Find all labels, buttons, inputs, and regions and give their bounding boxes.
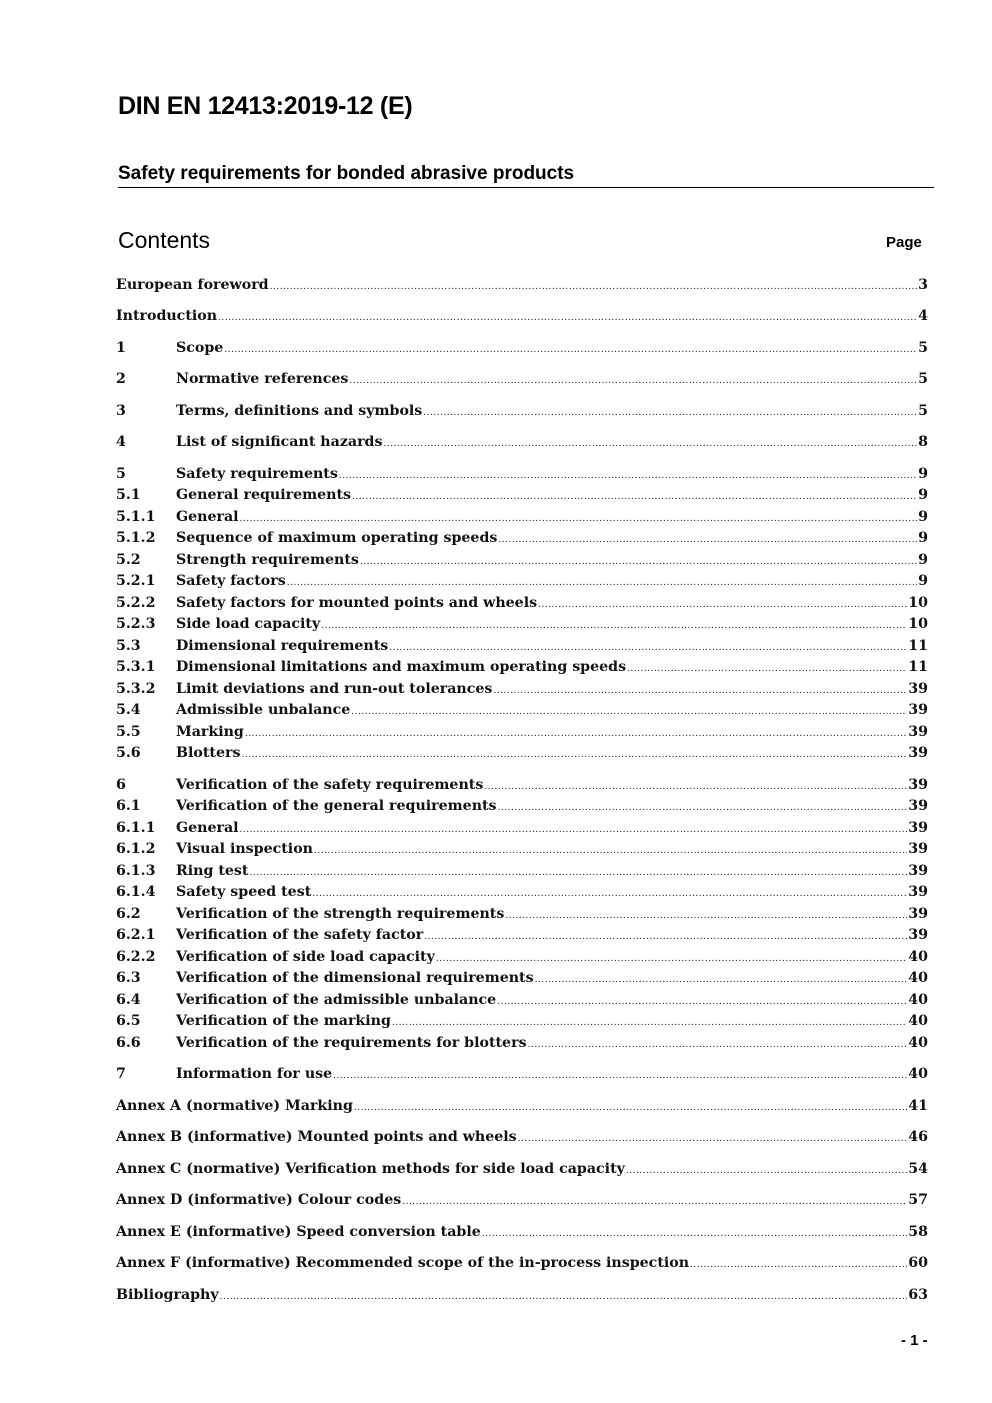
toc-page-number: 40 — [908, 949, 928, 965]
footer-page-number: - 1 - — [901, 1332, 928, 1349]
toc-label: Blotters — [176, 745, 241, 761]
toc-page-number: 11 — [908, 659, 928, 675]
toc-label: Sequence of maximum operating speeds — [176, 530, 498, 546]
toc-entry[interactable] — [116, 403, 928, 425]
toc-section-number: 3 — [116, 403, 126, 419]
toc-entry[interactable] — [116, 1035, 928, 1057]
toc-label: Verification of the marking — [176, 1013, 391, 1029]
toc-entry[interactable] — [116, 798, 928, 820]
toc-entry[interactable] — [116, 884, 928, 906]
toc-label: Limit deviations and run-out tolerances — [176, 681, 493, 697]
toc-page-number: 40 — [908, 1035, 928, 1051]
toc-section-number: 6.1.1 — [116, 820, 156, 836]
toc-dot-leader — [627, 664, 907, 674]
toc-entry[interactable] — [116, 530, 928, 552]
toc-label: Information for use — [176, 1066, 333, 1082]
toc-dot-leader — [241, 750, 907, 760]
toc-dot-leader — [690, 1260, 907, 1270]
toc-section-number: 5.5 — [116, 724, 141, 740]
toc-entry[interactable] — [116, 1224, 928, 1246]
toc-page-number: 9 — [918, 487, 928, 503]
toc-page-number: 39 — [908, 927, 928, 943]
toc-label: Annex B (informative) Mounted points and wheels — [116, 1129, 517, 1145]
toc-label: Verification of the general requirements — [176, 798, 497, 814]
toc-dot-leader — [424, 932, 907, 942]
toc-entry[interactable] — [116, 509, 928, 531]
toc-page-number: 5 — [918, 371, 928, 387]
toc-section-number: 5.2.1 — [116, 573, 156, 589]
toc-dot-leader — [528, 1040, 908, 1050]
toc-page-number: 10 — [908, 595, 928, 611]
toc-page-number: 5 — [918, 403, 928, 419]
toc-entry[interactable] — [116, 820, 928, 842]
toc-dot-leader — [321, 621, 907, 631]
toc-label: Safety factors for mounted points and wheels — [176, 595, 538, 611]
toc-label: Dimensional requirements — [176, 638, 389, 654]
toc-label: Annex A (normative) Marking — [116, 1098, 353, 1114]
toc-label: Verification of the safety factor — [176, 927, 424, 943]
toc-entry[interactable] — [116, 863, 928, 885]
document-title: DIN EN 12413:2019-12 (E) — [118, 92, 413, 120]
toc-entry[interactable] — [116, 573, 928, 595]
toc-section-number: 6.1.3 — [116, 863, 156, 879]
toc-dot-leader — [389, 643, 907, 653]
toc-dot-leader — [339, 471, 917, 481]
toc-page-number: 57 — [908, 1192, 928, 1208]
toc-label: Ring test — [176, 863, 249, 879]
toc-page-number: 63 — [908, 1287, 928, 1303]
toc-label: Annex E (informative) Speed conversion table — [116, 1224, 481, 1240]
toc-dot-leader — [482, 1229, 907, 1239]
toc-label: Verification of the dimensional requirements — [176, 970, 534, 986]
toc-page-number: 41 — [908, 1098, 928, 1114]
toc-section-number: 6.1 — [116, 798, 141, 814]
toc-label: Annex C (normative) Verification methods for side load capacity — [116, 1161, 625, 1177]
toc-page-number: 39 — [908, 798, 928, 814]
toc-entry[interactable] — [116, 906, 928, 928]
toc-dot-leader — [312, 889, 907, 899]
toc-page-number: 39 — [908, 681, 928, 697]
toc-page-number: 39 — [908, 820, 928, 836]
toc-dot-leader — [287, 578, 917, 588]
toc-entry[interactable] — [116, 277, 928, 299]
toc-section-number: 6.1.2 — [116, 841, 156, 857]
toc-dot-leader — [498, 535, 917, 545]
toc-entry[interactable] — [116, 638, 928, 660]
toc-section-number: 5.3.2 — [116, 681, 156, 697]
toc-page-number: 5 — [918, 340, 928, 356]
toc-entry[interactable] — [116, 340, 928, 362]
toc-label: Verification of the admissible unbalance — [176, 992, 497, 1008]
toc-dot-leader — [333, 1071, 907, 1081]
toc-page-number: 39 — [908, 841, 928, 857]
toc-page-number: 60 — [908, 1255, 928, 1271]
toc-page-number: 39 — [908, 724, 928, 740]
toc-dot-leader — [383, 439, 917, 449]
toc-label: Strength requirements — [176, 552, 359, 568]
toc-section-number: 7 — [116, 1066, 126, 1082]
toc-label: Annex F (informative) Recommended scope of the in-process inspection — [116, 1255, 690, 1271]
toc-label: Normative references — [176, 371, 349, 387]
toc-dot-leader — [436, 954, 907, 964]
toc-entry[interactable] — [116, 1129, 928, 1151]
toc-label: Scope — [176, 340, 224, 356]
toc-dot-leader — [626, 1166, 907, 1176]
toc-entry[interactable] — [116, 1287, 928, 1309]
toc-dot-leader — [354, 1103, 907, 1113]
toc-label: Side load capacity — [176, 616, 321, 632]
toc-dot-leader — [249, 868, 907, 878]
toc-label: Safety speed test — [176, 884, 312, 900]
toc-page-number: 54 — [908, 1161, 928, 1177]
toc-entry[interactable] — [116, 371, 928, 393]
toc-section-number: 5.1 — [116, 487, 141, 503]
toc-section-number: 5.2 — [116, 552, 141, 568]
toc-dot-leader — [392, 1018, 907, 1028]
toc-dot-leader — [498, 803, 908, 813]
toc-entry[interactable] — [116, 466, 928, 488]
toc-label: Safety requirements — [176, 466, 338, 482]
toc-section-number: 5.3 — [116, 638, 141, 654]
contents-heading: Contents — [118, 227, 211, 253]
toc-page-number: 40 — [908, 1066, 928, 1082]
toc-label: Dimensional limitations and maximum operating speeds — [176, 659, 627, 675]
toc-dot-leader — [535, 975, 908, 985]
toc-entry[interactable] — [116, 1013, 928, 1035]
toc-entry[interactable] — [116, 841, 928, 863]
toc-entry[interactable] — [116, 1161, 928, 1183]
toc-label: General — [176, 509, 239, 525]
toc-page-number: 40 — [908, 970, 928, 986]
toc-dot-leader — [218, 313, 917, 323]
toc-entry[interactable] — [116, 681, 928, 703]
toc-label: Verification of the safety requirements — [176, 777, 484, 793]
toc-label: Verification of the strength requirements — [176, 906, 505, 922]
toc-page-number: 9 — [918, 573, 928, 589]
toc-label: Safety factors — [176, 573, 286, 589]
toc-entry[interactable] — [116, 659, 928, 681]
toc-entry[interactable] — [116, 777, 928, 799]
toc-dot-leader — [423, 408, 917, 418]
toc-page-number: 40 — [908, 992, 928, 1008]
toc-page-number: 39 — [908, 745, 928, 761]
toc-entry[interactable] — [116, 1098, 928, 1120]
toc-label: Marking — [176, 724, 244, 740]
toc-section-number: 5.3.1 — [116, 659, 156, 675]
toc-entry[interactable] — [116, 949, 928, 971]
toc-page-number: 10 — [908, 616, 928, 632]
toc-section-number: 6.5 — [116, 1013, 141, 1029]
toc-page-number: 39 — [908, 863, 928, 879]
toc-dot-leader — [493, 686, 907, 696]
toc-label: Bibliography — [116, 1287, 219, 1303]
toc-label: Terms, definitions and symbols — [176, 403, 423, 419]
toc-entry[interactable] — [116, 308, 928, 330]
toc-entry[interactable] — [116, 702, 928, 724]
toc-dot-leader — [245, 729, 907, 739]
toc-section-number: 1 — [116, 340, 126, 356]
toc-page-number: 58 — [908, 1224, 928, 1240]
toc-entry[interactable] — [116, 434, 928, 456]
toc-label: General requirements — [176, 487, 352, 503]
toc-dot-leader — [240, 825, 908, 835]
toc-section-number: 5.2.3 — [116, 616, 156, 632]
toc-entry[interactable] — [116, 970, 928, 992]
toc-page-number: 9 — [918, 552, 928, 568]
toc-entry[interactable] — [116, 616, 928, 638]
toc-label: Admissible unbalance — [176, 702, 351, 718]
toc-dot-leader — [314, 846, 907, 856]
toc-section-number: 6.2.1 — [116, 927, 156, 943]
toc-section-number: 6.2 — [116, 906, 141, 922]
toc-dot-leader — [538, 600, 907, 610]
toc-label: List of significant hazards — [176, 434, 383, 450]
toc-section-number: 6.2.2 — [116, 949, 156, 965]
toc-dot-leader — [484, 782, 907, 792]
toc-label: General — [176, 820, 239, 836]
toc-dot-leader — [240, 514, 918, 524]
page-column-heading: Page — [886, 234, 922, 251]
toc-entry[interactable] — [116, 992, 928, 1014]
toc-dot-leader — [518, 1134, 908, 1144]
toc-dot-leader — [220, 1292, 908, 1302]
toc-section-number: 6.3 — [116, 970, 141, 986]
toc-dot-leader — [402, 1197, 907, 1207]
toc-page-number: 3 — [918, 277, 928, 293]
toc-entry[interactable] — [116, 724, 928, 746]
toc-dot-leader — [497, 997, 907, 1007]
toc-page-number: 11 — [908, 638, 928, 654]
toc-dot-leader — [351, 707, 907, 717]
toc-dot-leader — [505, 911, 907, 921]
toc-page-number: 9 — [918, 466, 928, 482]
toc-page-number: 4 — [918, 308, 928, 324]
toc-dot-leader — [360, 557, 917, 567]
toc-section-number: 5.1.1 — [116, 509, 156, 525]
toc-dot-leader — [349, 376, 917, 386]
toc-page-number: 9 — [918, 509, 928, 525]
toc-page-number: 8 — [918, 434, 928, 450]
toc-section-number: 6 — [116, 777, 126, 793]
toc-dot-leader — [224, 345, 917, 355]
toc-section-number: 5.2.2 — [116, 595, 156, 611]
toc-section-number: 5.4 — [116, 702, 141, 718]
toc-label: Verification of the requirements for blotters — [176, 1035, 527, 1051]
toc-page-number: 46 — [908, 1129, 928, 1145]
toc-page-number: 40 — [908, 1013, 928, 1029]
toc-section-number: 6.6 — [116, 1035, 141, 1051]
toc-section-number: 5 — [116, 466, 126, 482]
toc-page-number: 9 — [918, 530, 928, 546]
toc-section-number: 4 — [116, 434, 126, 450]
toc-label: Introduction — [116, 308, 218, 324]
toc-label: Verification of side load capacity — [176, 949, 435, 965]
toc-entry[interactable] — [116, 745, 928, 767]
toc-dot-leader — [270, 282, 918, 292]
toc-section-number: 2 — [116, 371, 126, 387]
toc-entry[interactable] — [116, 595, 928, 617]
toc-page-number: 39 — [908, 884, 928, 900]
toc-entry[interactable] — [116, 1066, 928, 1088]
toc-section-number: 6.1.4 — [116, 884, 156, 900]
toc-section-number: 6.4 — [116, 992, 141, 1008]
toc-section-number: 5.6 — [116, 745, 141, 761]
toc-entry[interactable] — [116, 1192, 928, 1214]
toc-label: European foreword — [116, 277, 269, 293]
toc-page-number: 39 — [908, 777, 928, 793]
toc-section-number: 5.1.2 — [116, 530, 156, 546]
document-subtitle: Safety requirements for bonded abrasive products — [118, 163, 934, 188]
toc-label: Annex D (informative) Colour codes — [116, 1192, 402, 1208]
toc-label: Visual inspection — [176, 841, 313, 857]
toc-page-number: 39 — [908, 702, 928, 718]
toc-entry[interactable] — [116, 487, 928, 509]
toc-page-number: 39 — [908, 906, 928, 922]
toc-entry[interactable] — [116, 1255, 928, 1277]
toc-entry[interactable] — [116, 552, 928, 574]
toc-dot-leader — [352, 492, 917, 502]
toc-entry[interactable] — [116, 927, 928, 949]
